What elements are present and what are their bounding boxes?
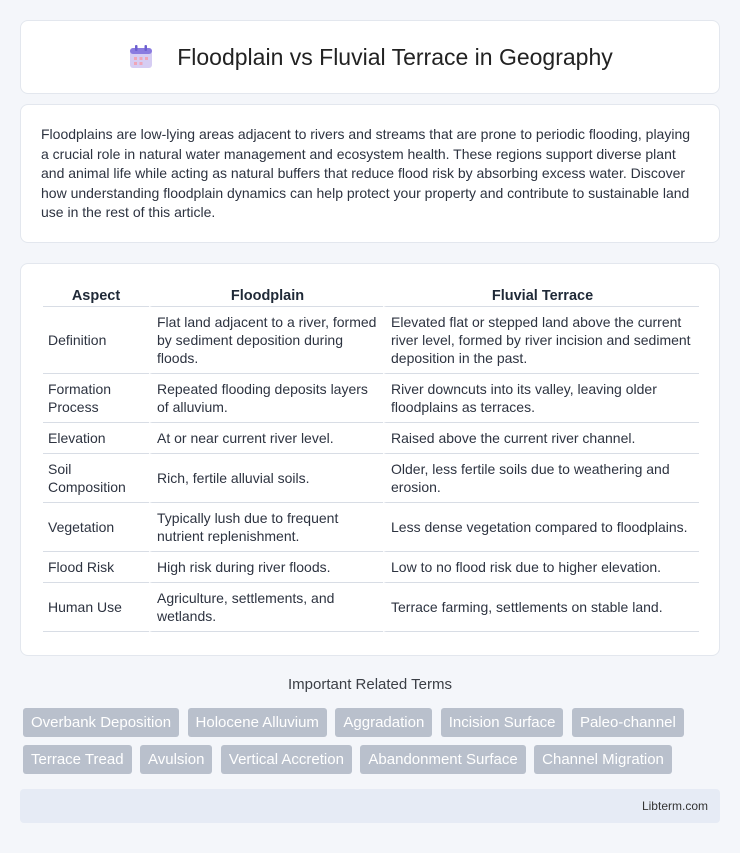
table-row (43, 503, 699, 552)
intro-text: Floodplains are low-lying areas adjacent to rivers and streams that are prone to periodic flooding, playing a crucial role in natural water management and ecosystem health. These regions support diverse plant and animal life while acting as natural buffers that reduce flood risk by absorbing excess water. Discover how understanding floodplain dynamics can help protect your property and contribute to sustainable land use in the rest of this article. (41, 126, 691, 220)
comparison-table (43, 284, 699, 632)
related-term-tag[interactable]: Paleo-channel (572, 708, 684, 737)
table-row (43, 552, 699, 583)
page-title: Floodplain vs Fluvial Terrace in Geography (177, 43, 613, 70)
footer-brand-link[interactable]: Libterm.com (641, 799, 708, 813)
header-floodplain: Floodplain (149, 284, 383, 307)
table-row (43, 374, 699, 423)
table-cell-fluvial-terrace: Raised above the current river channel. (383, 423, 699, 454)
related-term-tag[interactable]: Incision Surface (441, 708, 564, 737)
table-cell-floodplain: Rich, fertile alluvial soils. (149, 454, 383, 503)
related-term-tag[interactable]: Avulsion (140, 745, 212, 774)
table-cell-fluvial-terrace: River downcuts into its valley, leaving older floodplains as terraces. (383, 374, 699, 423)
related-term-tag[interactable]: Holocene Alluvium (188, 708, 327, 737)
header-fluvial-terrace: Fluvial Terrace (383, 284, 699, 307)
table-row (43, 454, 699, 503)
table-cell-aspect: Vegetation (43, 503, 149, 552)
table-header-row (43, 284, 699, 307)
intro-card (20, 104, 720, 243)
table-cell-aspect: Human Use (43, 583, 149, 632)
table-cell-aspect: Formation Process (43, 374, 149, 423)
table-cell-fluvial-terrace: Elevated flat or stepped land above the current river level, formed by river incision and sediment deposition in the past. (383, 307, 699, 374)
comparison-table-card (20, 263, 720, 656)
table-cell-fluvial-terrace: Older, less fertile soils due to weathering and erosion. (383, 454, 699, 503)
table-cell-floodplain: Flat land adjacent to a river, formed by sediment deposition during floods. (149, 307, 383, 374)
related-term-tag[interactable]: Aggradation (335, 708, 432, 737)
footer (20, 789, 720, 823)
table-cell-fluvial-terrace: Less dense vegetation compared to floodplains. (383, 503, 699, 552)
table-cell-floodplain: Typically lush due to frequent nutrient replenishment. (149, 503, 383, 552)
table-cell-floodplain: High risk during river floods. (149, 552, 383, 583)
table-cell-fluvial-terrace: Terrace farming, settlements on stable land. (383, 583, 699, 632)
table-cell-fluvial-terrace: Low to no flood risk due to higher elevation. (383, 552, 699, 583)
table-cell-aspect: Definition (43, 307, 149, 374)
table-row (43, 307, 699, 374)
title-card (20, 20, 720, 94)
table-cell-aspect: Soil Composition (43, 454, 149, 503)
table-cell-aspect: Flood Risk (43, 552, 149, 583)
header-aspect: Aspect (43, 284, 149, 307)
related-term-tag[interactable]: Abandonment Surface (360, 745, 525, 774)
related-term-tag[interactable]: Overbank Deposition (23, 708, 179, 737)
table-row (43, 423, 699, 454)
table-row (43, 583, 699, 632)
calendar-icon (127, 43, 155, 71)
related-term-tag[interactable]: Channel Migration (534, 745, 672, 774)
related-term-tag[interactable]: Terrace Tread (23, 745, 132, 774)
table-cell-floodplain: Agriculture, settlements, and wetlands. (149, 583, 383, 632)
table-cell-aspect: Elevation (43, 423, 149, 454)
related-terms-tags (23, 708, 723, 782)
table-cell-floodplain: Repeated flooding deposits layers of alluvium. (149, 374, 383, 423)
table-cell-floodplain: At or near current river level. (149, 423, 383, 454)
related-terms-title: Important Related Terms (288, 676, 452, 693)
related-term-tag[interactable]: Vertical Accretion (221, 745, 352, 774)
